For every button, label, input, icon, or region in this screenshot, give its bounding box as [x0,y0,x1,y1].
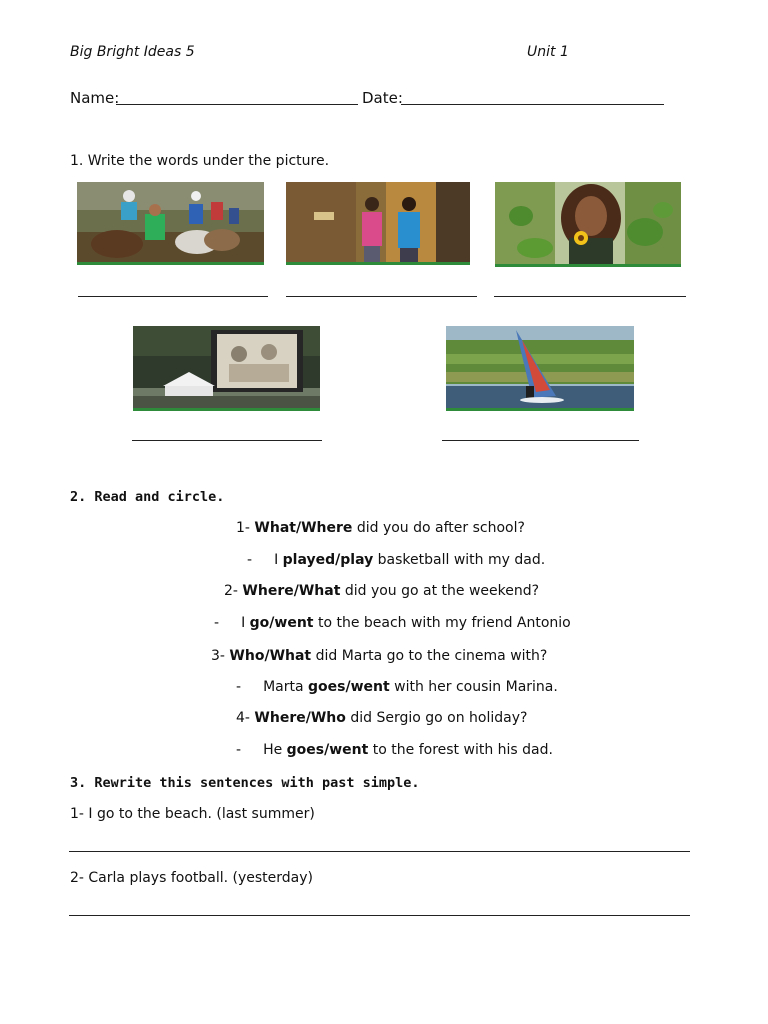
windsurfing-photo [446,326,634,411]
forest-trail-photo [286,182,470,265]
circle-choice-3[interactable]: Where/What [242,583,341,599]
circle-choice-4[interactable]: go/went [249,615,314,631]
answer-line-5[interactable] [442,440,639,441]
book-title: Big Bright Ideas 5 [70,44,195,60]
unit-label: Unit 1 [527,44,569,60]
rewrite-sentence-2: 2- Carla plays football. (yesterday) [70,870,313,886]
circle-choice-8[interactable]: goes/went [286,742,369,758]
name-field[interactable] [116,104,358,105]
circle-choice-2[interactable]: played/play [282,552,374,568]
rewrite-line-2[interactable] [69,915,690,916]
circle-choice-6[interactable]: goes/went [308,679,390,695]
question-3: 3- Who/What did Marta go to the cinema with? [211,648,548,664]
question-2: 2- Where/What did you go at the weekend? [224,583,540,599]
circle-choice-1[interactable]: What/Where [254,520,353,536]
answer-line-2[interactable] [286,296,477,297]
date-label: Date: [362,89,403,107]
answer-3: - Marta goes/went with her cousin Marina. [236,679,558,695]
name-label: Name: [70,89,120,107]
question-4: 4- Where/Who did Sergio go on holiday? [236,710,528,726]
date-field[interactable] [401,104,664,105]
section2-heading: 2. Read and circle. [70,489,225,505]
answer-line-3[interactable] [494,296,686,297]
section1-heading: 1. Write the words under the picture. [70,153,330,169]
horse-riding-photo [77,182,264,265]
rewrite-line-1[interactable] [69,851,690,852]
answer-2: - I go/went to the beach with my friend Antonio [214,615,571,631]
circle-choice-7[interactable]: Where/Who [254,710,346,726]
rewrite-sentence-1: 1- I go to the beach. (last summer) [70,806,315,822]
answer-line-4[interactable] [132,440,322,441]
answer-4: - He goes/went to the forest with his dad. [236,742,553,758]
answer-line-1[interactable] [78,296,268,297]
outdoor-cinema-photo [133,326,320,411]
question-1: 1- What/Where did you do after school? [236,520,525,536]
circle-choice-5[interactable]: Who/What [229,648,312,664]
answer-1: - I played/play basketball with my dad. [247,552,546,568]
girl-with-sunflower-photo [495,182,681,267]
section3-heading: 3. Rewrite this sentences with past simple. [70,775,420,791]
